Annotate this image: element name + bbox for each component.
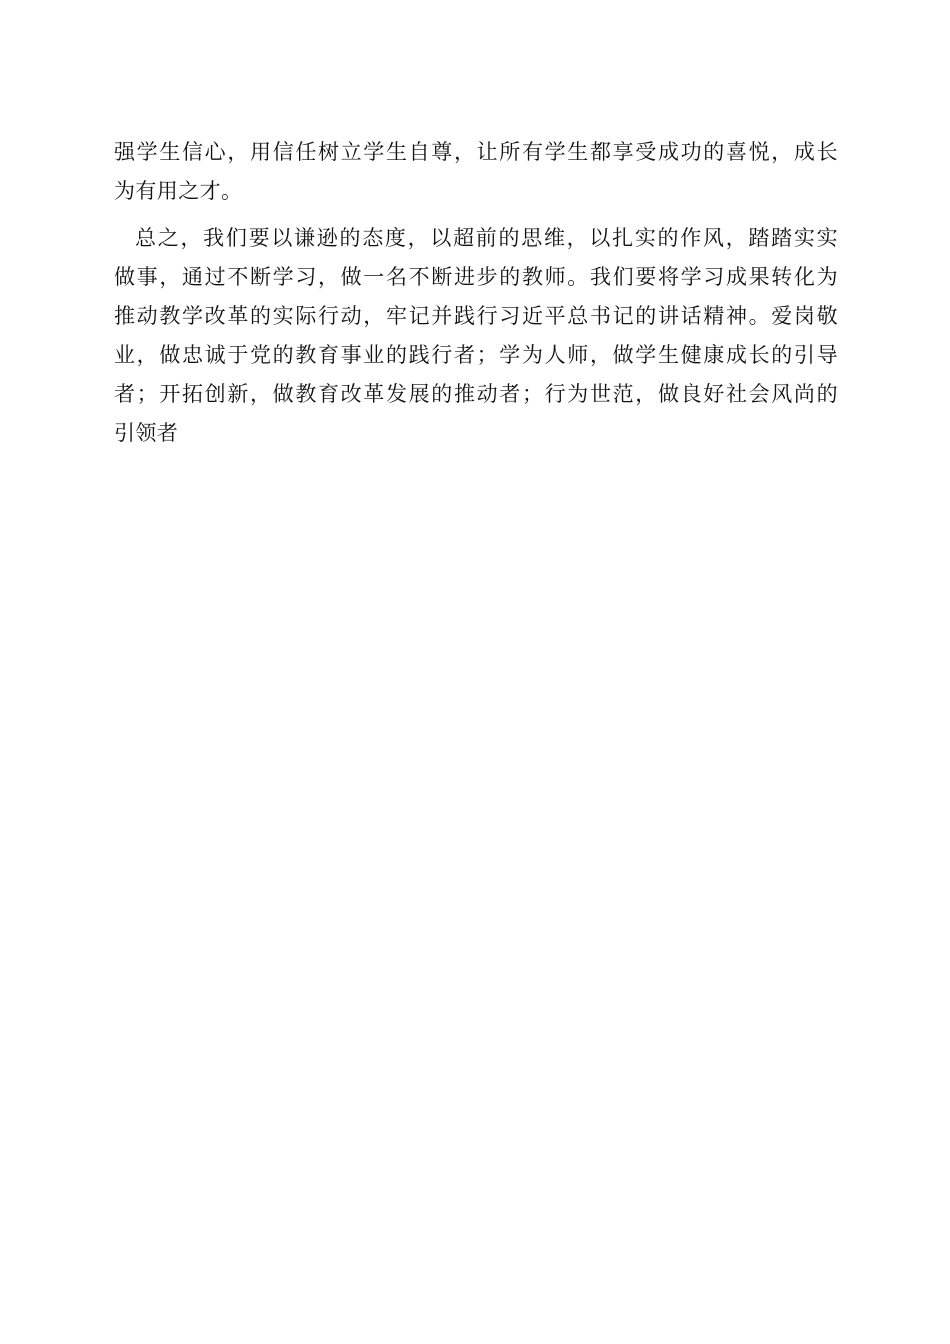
- paragraph-2: [114, 219, 838, 453]
- paragraph-1: [114, 133, 838, 211]
- text-line: 强学生信心，用信任树立学生自尊，让所有学生都享受成功的喜悦，成长: [114, 140, 838, 164]
- text-line: 者；开拓创新，做教育改革发展的推动者；行为世范，做良好社会风尚的: [114, 382, 838, 406]
- document-body: [114, 133, 838, 453]
- text-line: 业，做忠诚于党的教育事业的践行者；学为人师，做学生健康成长的引导: [114, 343, 838, 367]
- text-line: 引领者: [114, 421, 179, 445]
- text-line: 总之，我们要以谦逊的态度，以超前的思维，以扎实的作风，踏踏实实: [135, 226, 838, 250]
- text-line: 推动教学改革的实际行动，牢记并践行习近平总书记的讲话精神。爱岗敬: [114, 304, 838, 328]
- text-line: 为有用之才。: [114, 179, 243, 203]
- text-line: 做事，通过不断学习，做一名不断进步的教师。我们要将学习成果转化为: [114, 265, 838, 289]
- paragraph-spacer: [114, 211, 838, 219]
